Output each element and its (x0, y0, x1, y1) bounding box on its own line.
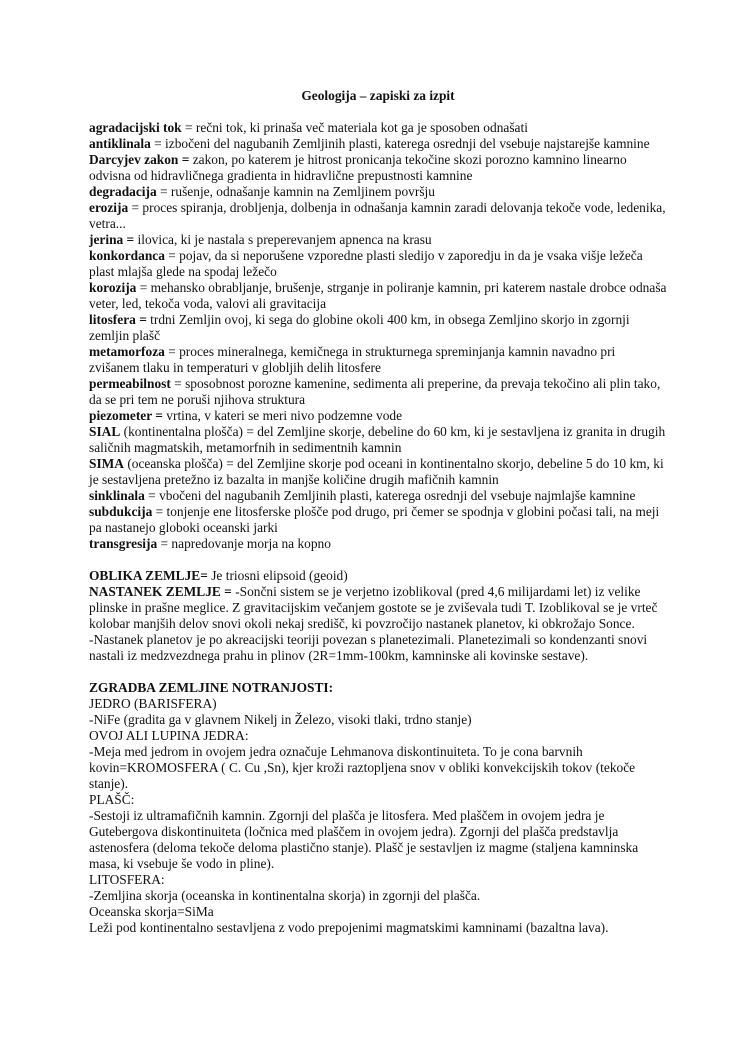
zgradba-line: OVOJ ALI LUPINA JEDRA: (89, 728, 249, 743)
glossary-definition: vrtina, v kateri se meri nivo podzemne vode (162, 408, 403, 423)
nastanek-planetov: -Nastanek planetov je po akreacijski teoriji povezan s planetezimali. Planetezimali so kondenzanti snovi nastali iz medzvezdnega prahu in plinov (2R=1mm-100km, kamninske ali kovinske sestave). (89, 632, 648, 663)
glossary-definition: zakon, po katerem je hitrost pronicanja tekočine skozi porozno kamnino linearno odvisna od hidravličnega gradienta in hidravlične prepustnosti kamnine (89, 152, 627, 183)
glossary-entry (89, 232, 667, 248)
glossary-definition: = proces spiranja, drobljenja, dolbenja in odnašanja kamnin zaradi delovanja tekoče vode, ledenika, vetra... (89, 200, 666, 231)
zgradba-section (89, 696, 667, 936)
glossary-entry (89, 536, 667, 552)
glossary-term: sinklinala (89, 488, 145, 503)
glossary-definition: (kontinentalna plošča) = del Zemljine skorje, debeline do 60 km, ki je sestavljena iz granita in drugih saličnih magmatskih, metamorfnih in sedimentnih kamnin (89, 424, 666, 455)
document-title: Geologija – zapiski za izpit (301, 88, 455, 103)
glossary-definition: trdni Zemljin ovoj, ki sega do globine okoli 400 km, in obsega Zemljino skorjo in zgornji zemljin plašč (89, 312, 630, 343)
glossary-term: SIAL (89, 424, 121, 439)
zgradba-line: JEDRO (BARISFERA) (89, 696, 217, 711)
zgradba-line: Oceanska skorja=SiMa (89, 904, 214, 919)
nastanek-zemlje: NASTANEK ZEMLJE = -Sončni sistem se je verjetno izoblikoval (pred 4,6 milijardami let) iz velike plinske in prašne meglice. Z gravitacijskim večanjem gostote se je zviševala tudi T. Izoblikoval se je vrteč kolobar manjših delov snovi okoli nekaj središč, ki povzročijo nastanek planetov, ki obkrožajo Sonce. (89, 584, 658, 631)
glossary-entry (89, 184, 667, 200)
spacer (89, 664, 667, 680)
zgradba-line: -Meja med jedrom in ovojem jedra označuje Lehmanova diskontinuiteta. To je cona barvnih kovin=KROMOSFERA ( C. Cu ,Sn), kjer kroži raztopljena snov v obliki konvekcijskih tokov (tekoče stanje). (89, 744, 636, 791)
glossary-term: metamorfoza (89, 344, 165, 359)
glossary-entry (89, 424, 667, 456)
glossary-entry (89, 312, 667, 344)
zgradba-line: LITOSFERA: (89, 872, 165, 887)
glossary-term: SIMA (89, 456, 124, 471)
glossary-entry (89, 280, 667, 312)
glossary-definition: = pojav, da si neporušene vzporedne plasti sledijo v zaporedju in da je vsaka višje ležeča plast mlajša glede na spodaj ležečo (89, 248, 643, 279)
glossary-entry (89, 200, 667, 232)
zgradba-line: PLAŠČ: (89, 792, 135, 807)
spacer (89, 552, 667, 568)
glossary-definition: = rečni tok, ki prinaša več materiala kot ga je sposoben odnašati (181, 120, 528, 135)
glossary-term: Darcyjev zakon = (89, 152, 190, 167)
glossary-term: permeabilnost (89, 376, 171, 391)
glossary-definition: = vbočeni del nagubanih Zemljinih plasti, katerega osrednji del vsebuje najmlajše kamnine (144, 488, 636, 503)
glossary-entry (89, 504, 667, 536)
glossary-definition: (oceanska plošča) = del Zemljine skorje pod oceani in kontinentalno skorjo, debeline 5 do 10 km, ki je sestavljena pretežno iz bazalta in manjše količine drugih mafičnih kamnin (89, 456, 664, 487)
glossary-term: konkordanca (89, 248, 165, 263)
glossary-definition: = napredovanje morja na kopno (157, 536, 331, 551)
glossary-entry (89, 152, 667, 184)
glossary-definition: = tonjenje ene litosferske plošče pod drugo, pri čemer se spodnja v globini počasi tali, na meji pa nastanejo globoki oceanski jarki (89, 504, 660, 535)
glossary-definition: = mehansko obrabljanje, brušenje, strganje in poliranje kamnin, pri katerem nastale drobce odnaša veter, led, tekoča voda, valovi ali gravitacija (89, 280, 667, 311)
glossary-term: korozija (89, 280, 137, 295)
glossary-entry (89, 120, 667, 136)
glossary-definition: = izbočeni del nagubanih Zemljinih plasti, katerega osrednji del vsebuje najstarejše kamnine (150, 136, 650, 151)
glossary-term: erozija (89, 200, 129, 215)
glossary-term: litosfera = (89, 312, 147, 327)
glossary (89, 120, 667, 552)
glossary-term: piezometer = (89, 408, 163, 423)
zgradba-line: Leži pod kontinentalno sestavljena z vodo prepojenimi magmatskimi kamninami (bazaltna lava). (89, 920, 609, 935)
oblika-zemlje: OBLIKA ZEMLJE= Je triosni elipsoid (geoid) (89, 568, 348, 583)
glossary-entry (89, 408, 667, 424)
glossary-term: degradacija (89, 184, 157, 199)
glossary-definition: = rušenje, odnašanje kamnin na Zemljinem površju (156, 184, 435, 199)
glossary-definition: ilovica, ki je nastala s preperevanjem apnenca na krasu (134, 232, 432, 247)
glossary-definition: = sposobnost porozne kamenine, sedimenta ali preperine, da prevaja tekočino ali plin tako, da se pri tem ne poruši njihova struktura (89, 376, 661, 407)
glossary-entry (89, 456, 667, 488)
glossary-definition: = proces mineralnega, kemičnega in strukturnega spreminjanja kamnin navadno pri zvišanem tlaku in temperaturi v globljih delih litosfere (89, 344, 616, 375)
glossary-entry (89, 376, 667, 408)
glossary-entry (89, 488, 667, 504)
glossary-term: transgresija (89, 536, 158, 551)
glossary-term: subdukcija (89, 504, 153, 519)
glossary-entry (89, 248, 667, 280)
glossary-term: jerina = (89, 232, 135, 247)
glossary-term: agradacijski tok (89, 120, 182, 135)
section-heading-zgradba: ZGRADBA ZEMLJINE NOTRANJOSTI: (89, 680, 334, 695)
zgradba-line: -Sestoji iz ultramafičnih kamnin. Zgornji del plašča je litosfera. Med plaščem in ovojem jedra je Gutebergova diskontinuiteta (ločnica med plaščem in ovojem jedra). Zgornji del plašča predstavlja astenosfera (deloma tekoče deloma plastično stanje). Plašč je sestavljen iz magme (staljena kamninska masa, ki vsebuje še vodo in pline). (89, 808, 639, 871)
glossary-entry (89, 136, 667, 152)
document-page (89, 88, 667, 936)
zgradba-line: -Zemljina skorja (oceanska in kontinentalna skorja) in zgornji del plašča. (89, 888, 481, 903)
zgradba-line: -NiFe (gradita ga v glavnem Nikelj in Železo, visoki tlaki, trdno stanje) (89, 712, 472, 727)
glossary-term: antiklinala (89, 136, 151, 151)
glossary-entry (89, 344, 667, 376)
